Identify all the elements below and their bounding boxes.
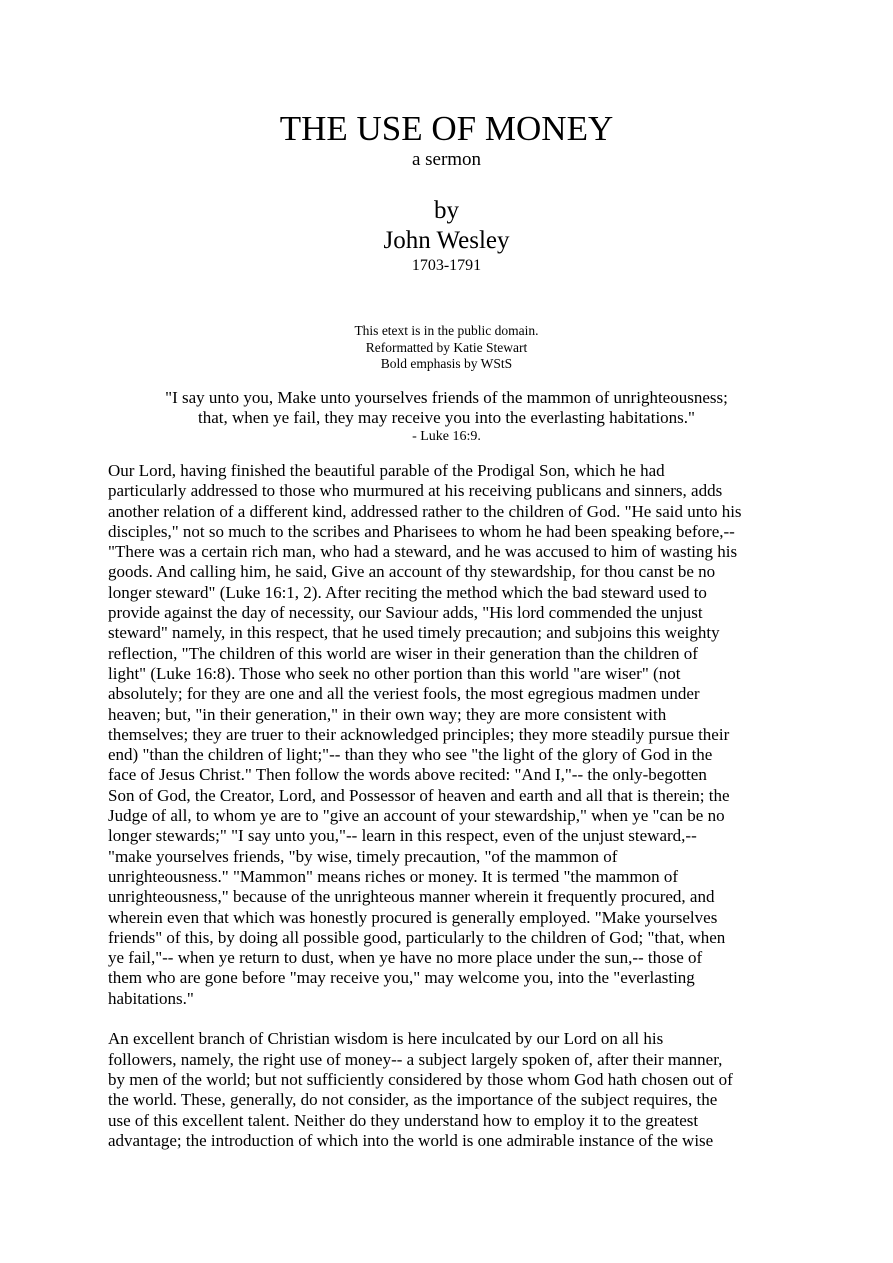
byline-by: by: [434, 197, 459, 224]
sermon-body: [108, 461, 798, 1171]
body-paragraph: Our Lord, having finished the beautiful parable of the Prodigal Son, which he had particularly addressed to those who murmured at his receiving publicans and sinners, adds another relation of a different kind, addressed rather to the children of God. "He said unto his disciples," not so much to the scribes and Pharisees to whom he had been speaking before,-- "There was a certain rich man, who had a steward, and he was accused to him of wasting his goods. And calling him, he said, Give an account of thy stewardship, for thou canst be no longer steward" (Luke 16:1, 2). After reciting the method which the bad steward used to provide against the day of necessity, our Saviour adds, "His lord commended the unjust steward" namely, in this respect, that he used timely precaution; and subjoins this weighty reflection, "The children of this world are wiser in their generation than the children of light" (Luke 16:8). Those who seek no other portion than this world "are wiser" (not absolutely; for they are one and all the veriest fools, the most egregious madmen under heaven; but, "in their generation," in their own way; they are more consistent with themselves; they are truer to their acknowledged principles; they more steadily pursue their end) "than the children of light;"-- than they who see "the light of the glory of God in the face of Jesus Christ." Then follow the words above recited: "And I,"-- the only-begotten Son of God, the Creator, Lord, and Possessor of heaven and earth and all that is therein; the Judge of all, to whom ye are to "give an account of your stewardship," when ye "can be no longer stewards;" "I say unto you,"-- learn in this respect, even of the unjust steward,-- "make yourselves friends, "by wise, timely precaution, "of the mammon of unrighteousness." "Mammon" means riches or money. It is termed "the mammon of unrighteousness," because of the unrighteous manner wherein it frequently procured, and wherein even that which was honestly procured is generally employed. "Make yourselves friends" of this, by doing all possible good, particularly to the children of God; "that, when ye fail,"-- when ye return to dust, when ye have no more place under the sun,-- those of them who are gone before "may receive you," may welcome you, into the "everlasting habitations.": [108, 461, 742, 1008]
scripture-epigraph: [0, 388, 893, 445]
author-dates: 1703-1791: [411, 257, 482, 274]
emphasis-note: Bold emphasis by WStS: [380, 356, 513, 371]
public-domain-note: This etext is in the public domain.: [354, 323, 539, 338]
body-paragraph: An excellent branch of Christian wisdom is here inculcated by our Lord on all his followers, namely, the right use of money-- a subject largely spoken of, after their manner, by men of the world; but not sufficiently considered by those whom God hath chosen out of the world. These, generally, do not consider, as the importance of the subject requires, the use of this excellent talent. Neither do they understand how to employ it to the greatest advantage; the introduction of which into the world is one admirable instance of the wise: [108, 1029, 733, 1150]
edition-notes: [0, 323, 893, 373]
epigraph-line: "I say unto you, Make unto yourselves friends of the mammon of unrighteousness;: [165, 388, 728, 407]
reformatted-note: Reformatted by Katie Stewart: [365, 339, 528, 355]
epigraph-line: that, when ye fail, they may receive you into the everlasting habitations.": [198, 408, 695, 427]
author-name: John Wesley: [383, 227, 510, 254]
document-title: THE USE OF MONEY: [279, 109, 614, 148]
epigraph-citation: - Luke 16:9.: [412, 429, 481, 444]
document-subtitle: a sermon: [411, 149, 482, 170]
